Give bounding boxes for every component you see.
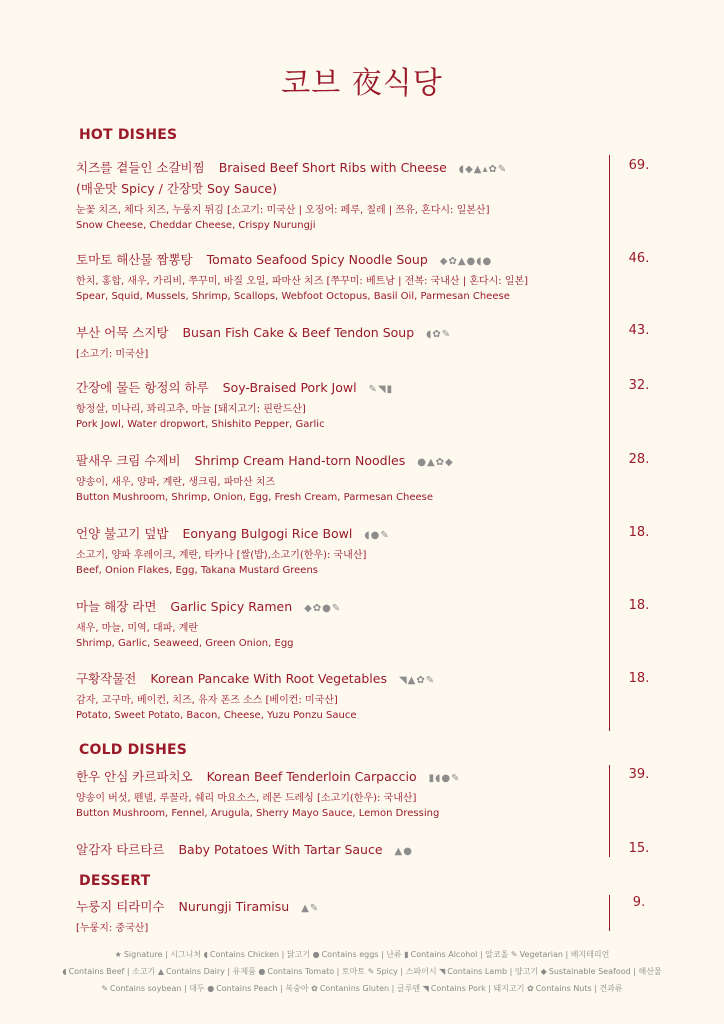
menu-item: [76, 897, 606, 934]
dietary-icons: ✎◥▮: [368, 384, 394, 395]
menu-title: 코브 夜식당: [281, 66, 443, 101]
dish-name-ko: 알감자 타르타르: [76, 842, 165, 857]
dish-price: 18.: [628, 671, 650, 686]
dish-variant: (매운맛 Spicy / 간장맛 Soy Sauce): [76, 181, 277, 196]
dish-price: 28.: [628, 452, 650, 467]
legend-label: Contains Tomato | 토마토: [267, 967, 366, 976]
dish-name-en: Korean Pancake With Root Vegetables: [150, 671, 387, 686]
dish-price: 69.: [628, 158, 650, 173]
dish-name-ko: 팔새우 크림 수제비: [76, 453, 181, 468]
dish-price: 9.: [632, 895, 646, 910]
menu-item: [76, 840, 606, 858]
dish-name-ko: 치즈를 곁들인 소갈비찜: [76, 160, 205, 175]
dish-price: 32.: [628, 378, 650, 393]
legend-label: Vegetarian | 베지테리언: [519, 950, 610, 959]
dairy-icon: ▲: [157, 967, 164, 976]
chili-icon: ✎: [367, 967, 375, 976]
dish-name-en: Baby Potatoes With Tartar Sauce: [178, 842, 383, 857]
legend-label: Contains Dairy | 유제품: [165, 967, 256, 976]
dish-desc-en: Snow Cheese, Cheddar Cheese, Crispy Nurungji: [76, 220, 316, 231]
dish-price: 43.: [628, 323, 650, 338]
tomato-icon: ●: [258, 967, 266, 976]
dietary-icons: ◆✿●✎: [304, 603, 342, 614]
menu-item: [76, 451, 606, 503]
dietary-icons: ◆✿▲●◖●: [439, 256, 493, 267]
legend-label: Contains Peach | 복숭아: [216, 984, 309, 993]
dish-name-ko: 부산 어묵 스지탕: [76, 325, 169, 340]
dietary-icons: ▲✎: [301, 903, 320, 914]
dish-name-en: Busan Fish Cake & Beef Tendon Soup: [182, 325, 415, 340]
dish-desc-en: Spear, Squid, Mussels, Shrimp, Scallops, Webfoot Octopus, Basil Oil, Parmesan Cheese: [76, 291, 510, 302]
dish-desc-ko: 소고기, 양파 후레이크, 계란, 타카나 [쌀(밥),소고기(한우): 국내산]: [76, 550, 367, 561]
dish-desc-en: Pork Jowl, Water dropwort, Shishito Pepper, Garlic: [76, 419, 325, 430]
dish-name-ko: 간장에 물든 항정의 하루: [76, 380, 209, 395]
legend-label: Contains Nuts | 견과류: [535, 984, 623, 993]
fish-icon: ◆: [540, 967, 547, 976]
dish-price: 18.: [628, 598, 650, 613]
dish-name-en: Braised Beef Short Ribs with Cheese: [218, 160, 447, 175]
dish-name-en: Shrimp Cream Hand-torn Noodles: [194, 453, 406, 468]
dish-name-ko: 언양 불고기 덮밥: [76, 526, 169, 541]
dish-name-ko: 마늘 해장 라면: [76, 599, 157, 614]
peach-icon: ●: [207, 984, 215, 993]
legend-label: Contanins Gluten | 글루텐: [319, 984, 421, 993]
dish-desc-en: Button Mushroom, Fennel, Arugula, Sherry Mayo Sauce, Lemon Dressing: [76, 808, 440, 819]
dish-price: 46.: [628, 251, 650, 266]
menu-item: [76, 597, 606, 649]
dish-desc-en: Button Mushroom, Shrimp, Onion, Egg, Fresh Cream, Parmesan Cheese: [76, 492, 434, 503]
dish-desc-ko: 한치, 홍합, 새우, 가리비, 쭈꾸미, 바질 오일, 파마산 치즈 [쭈꾸미: 베트남 | 전복: 국내산 | 혼다시: 일본]: [76, 276, 528, 287]
chicken-icon: ◖: [203, 950, 208, 959]
legend-row-3: [0, 983, 724, 994]
legend-label: Contains Alcohol | 알코올: [410, 950, 509, 959]
dietary-icons: ▲●: [394, 846, 413, 857]
dish-price: 18.: [628, 525, 650, 540]
dish-desc-ko: 양송이, 새우, 양파, 계란, 생크림, 파마산 치즈: [76, 477, 276, 488]
dish-desc-ko: [소고기: 미국산]: [76, 349, 149, 360]
dish-price: 39.: [628, 767, 650, 782]
dish-name-en: Soy-Braised Pork Jowl: [222, 380, 357, 395]
alcohol-icon: ▮: [404, 950, 409, 959]
dish-desc-ko: 감자, 고구마, 베이컨, 치즈, 유자 폰즈 소스 [베이컨: 미국산]: [76, 695, 338, 706]
dietary-icons: ▮◖●✎: [428, 773, 461, 784]
pork-icon: ◥: [422, 984, 429, 993]
dish-name-en: Tomato Seafood Spicy Noodle Soup: [206, 252, 428, 267]
legend-label: Contains Chicken | 닭고기: [209, 950, 311, 959]
dietary-icons: ◥▲✿✎: [398, 675, 436, 686]
dish-price: 15.: [628, 841, 650, 856]
leaf-icon: ✎: [510, 950, 518, 959]
divider-line: [609, 895, 610, 931]
dietary-icons: ◖●✎: [364, 530, 390, 541]
dish-name-ko: 구황작물전: [76, 671, 137, 686]
dish-name-ko: 누룽지 티라미수: [76, 899, 165, 914]
dish-desc-ko: 양송이 버섯, 펜넬, 루꼴라, 쉐리 마요소스, 레몬 드레싱 [소고기(한우): 국내산]: [76, 793, 417, 804]
dietary-icons: ◖◆▲▴✿✎: [458, 164, 508, 175]
dish-name-en: Nurungji Tiramisu: [178, 899, 290, 914]
dish-name-ko: 한우 안심 카르파치오: [76, 769, 193, 784]
legend-label: Sustainable Seafood | 해산물: [548, 967, 662, 976]
menu-item: [76, 250, 606, 302]
dish-name-en: Garlic Spicy Ramen: [170, 599, 293, 614]
dish-desc-ko: 눈꽃 치즈, 체다 치즈, 누룽지 튀김 [소고기: 미국산 | 오징어: 페루, 칠레 | 쯔유, 혼다시: 일본산]: [76, 205, 490, 216]
dish-name-ko: 토마토 해산물 짬뽕탕: [76, 252, 193, 267]
dish-desc-ko: [누룽지: 중국산]: [76, 923, 149, 934]
dish-name-en: Korean Beef Tenderloin Carpaccio: [206, 769, 417, 784]
dish-desc-en: Potato, Sweet Potato, Bacon, Cheese, Yuzu Ponzu Sauce: [76, 710, 357, 721]
star-icon: ★: [114, 950, 122, 959]
soybean-icon: ✎: [101, 984, 109, 993]
beef-icon: ◖: [62, 967, 67, 976]
section-dessert: DESSERT: [79, 873, 151, 889]
legend-label: Contains Pork | 돼지고기: [430, 984, 525, 993]
dish-desc-ko: 새우, 마늘, 미역, 대파, 계란: [76, 623, 199, 634]
menu-item: [76, 669, 606, 721]
menu-item: [76, 524, 606, 576]
dietary-icons: ●▲✿◆: [417, 457, 454, 468]
gluten-icon: ✿: [311, 984, 318, 993]
dish-name-en: Eonyang Bulgogi Rice Bowl: [182, 526, 353, 541]
menu-item: [76, 158, 606, 231]
lamb-icon: ◥: [439, 967, 446, 976]
legend-label: Spicy | 스파이시: [376, 967, 437, 976]
dish-desc-en: Shrimp, Garlic, Seaweed, Green Onion, Egg: [76, 638, 294, 649]
legend-label: Contains soybean | 대두: [110, 984, 205, 993]
nuts-icon: ✿: [527, 984, 534, 993]
menu-item: [76, 378, 606, 430]
divider-line: [609, 765, 610, 857]
legend-label: Contains Beef | 소고기: [68, 967, 156, 976]
section-cold-dishes: COLD DISHES: [79, 742, 188, 758]
egg-icon: ●: [312, 950, 320, 959]
legend-row-2: [0, 966, 724, 977]
menu-item: [76, 323, 606, 360]
legend-row-1: [0, 949, 724, 960]
menu-item: [76, 767, 606, 819]
dish-desc-en: Beef, Onion Flakes, Egg, Takana Mustard Greens: [76, 565, 318, 576]
legend-label: Contains eggs | 난류: [321, 950, 402, 959]
dish-desc-ko: 항정살, 미나리, 꽈리고추, 마늘 [돼지고기: 핀란드산]: [76, 404, 306, 415]
dietary-icons: ◖✿✎: [426, 329, 452, 340]
legend-label: Signature | 시그니처: [123, 950, 202, 959]
section-hot-dishes: HOT DISHES: [79, 127, 178, 143]
divider-line: [609, 155, 610, 731]
legend-label: Contains Lamb | 양고기: [447, 967, 539, 976]
